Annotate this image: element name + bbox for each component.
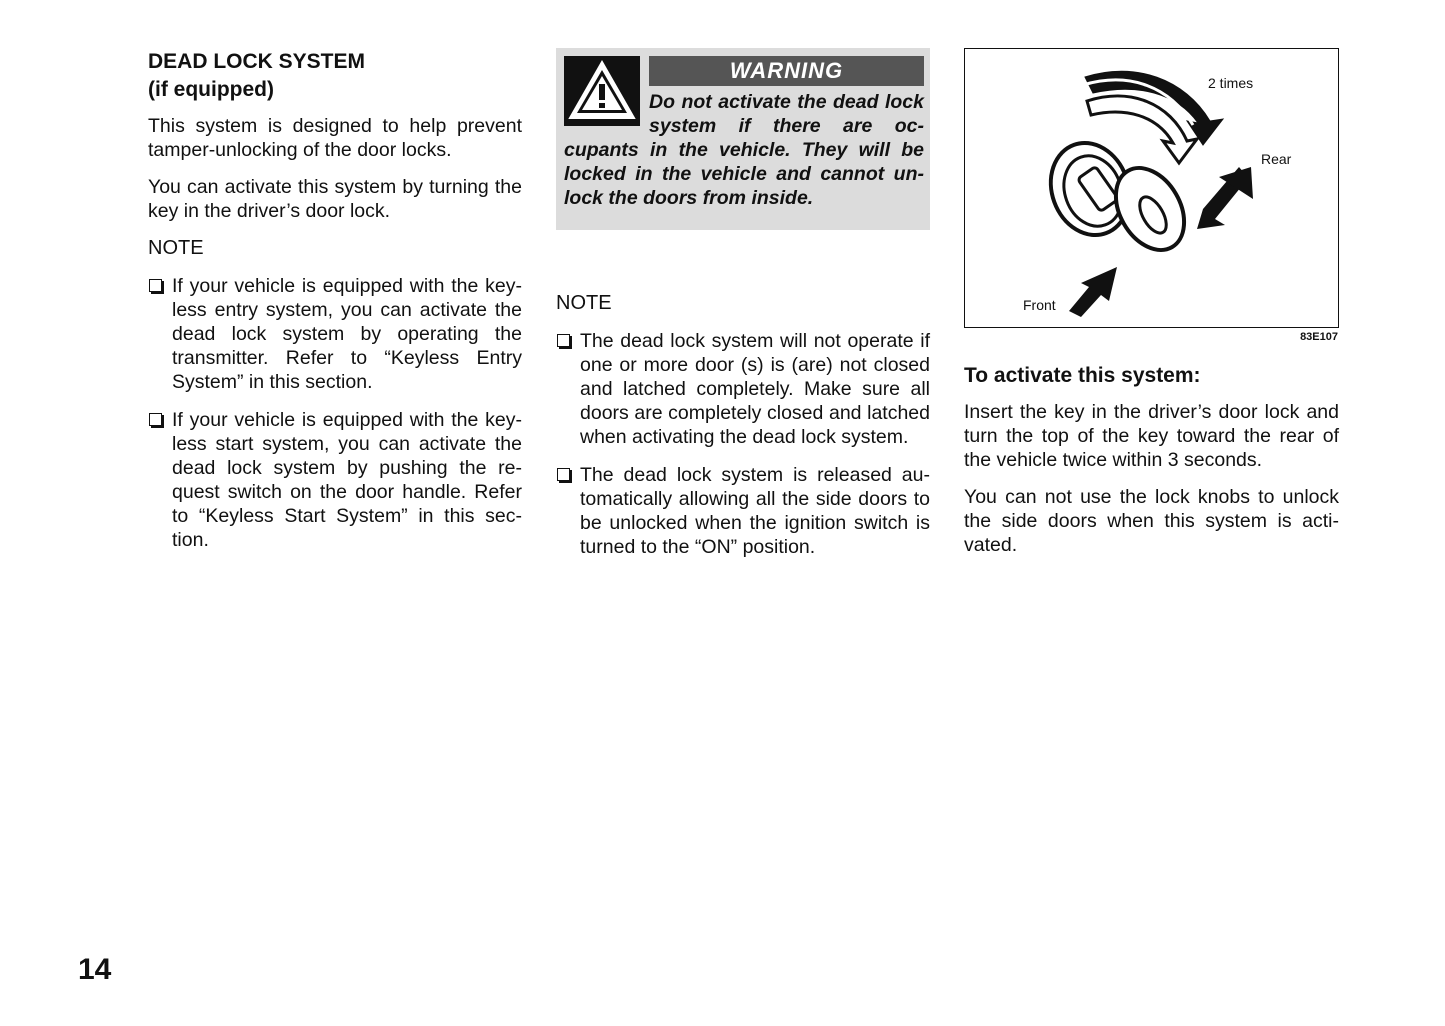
warning-title: WARNING <box>649 56 924 86</box>
note-item <box>148 408 522 552</box>
checkbox-bullet-icon <box>557 468 570 481</box>
warning-text-block <box>564 90 924 210</box>
key-lock-illustration <box>964 48 1339 328</box>
checkbox-bullet-icon <box>557 334 570 347</box>
note-text: The dead lock system will not operate if one or more door (s) is (are) not closed and latched completely. Make sure all doors are completely closed and latched when activating the dead lock system. <box>580 330 930 448</box>
intro-paragraph-2: You can activate this system by turning the key in the driver’s door lock. <box>148 176 522 222</box>
left-column <box>148 48 522 566</box>
intro-paragraph-1: This system is designed to help prevent tamper-unlocking of the door locks. <box>148 115 522 161</box>
note-label: NOTE <box>148 237 204 259</box>
note-text: If your vehicle is equipped with the key-less start system, you can activate the dead lock system by pushing the re-quest switch on the door handle. Refer to “Keyless Start System” in this sec-tion. <box>172 409 522 551</box>
note-label: NOTE <box>556 292 612 314</box>
label-front: Front <box>1023 297 1056 313</box>
note-item <box>148 274 522 394</box>
warning-text: Do not activate the dead lock system if there are oc-cupants in the vehicle. They will be locked in the vehicle and cannot un-lock the doors from inside. <box>564 91 924 209</box>
warning-box <box>556 48 930 230</box>
label-two-times: 2 times <box>1208 75 1254 91</box>
label-rear: Rear <box>1261 151 1292 167</box>
middle-notes <box>556 291 930 573</box>
activate-heading: To activate this system: <box>964 364 1201 387</box>
section-title: DEAD LOCK SYSTEM <box>148 50 366 73</box>
figure-code: 83E107 <box>1300 331 1338 343</box>
activate-paragraph-2: You can not use the lock knobs to unlock the side doors when this system is acti-vated. <box>964 486 1339 556</box>
page-number: 14 <box>78 953 112 986</box>
note-item <box>556 463 930 559</box>
checkbox-bullet-icon <box>149 279 162 292</box>
section-subtitle: (if equipped) <box>148 78 274 101</box>
activate-paragraph-1: Insert the key in the driver’s door lock and turn the top of the key toward the rear of the vehicle twice within 3 seconds. <box>964 401 1339 471</box>
key-turn-diagram <box>965 49 1338 327</box>
activate-section <box>964 362 1339 570</box>
checkbox-bullet-icon <box>149 413 162 426</box>
note-text: If your vehicle is equipped with the key-less entry system, you can activate the dead lock system by operating the transmitter. Refer to “Keyless Entry System” in this section. <box>172 275 522 393</box>
note-text: The dead lock system is released au-tomatically allowing all the side doors to be unlocked when the ignition switch is turned to the “ON” position. <box>580 464 930 558</box>
note-item <box>556 329 930 449</box>
